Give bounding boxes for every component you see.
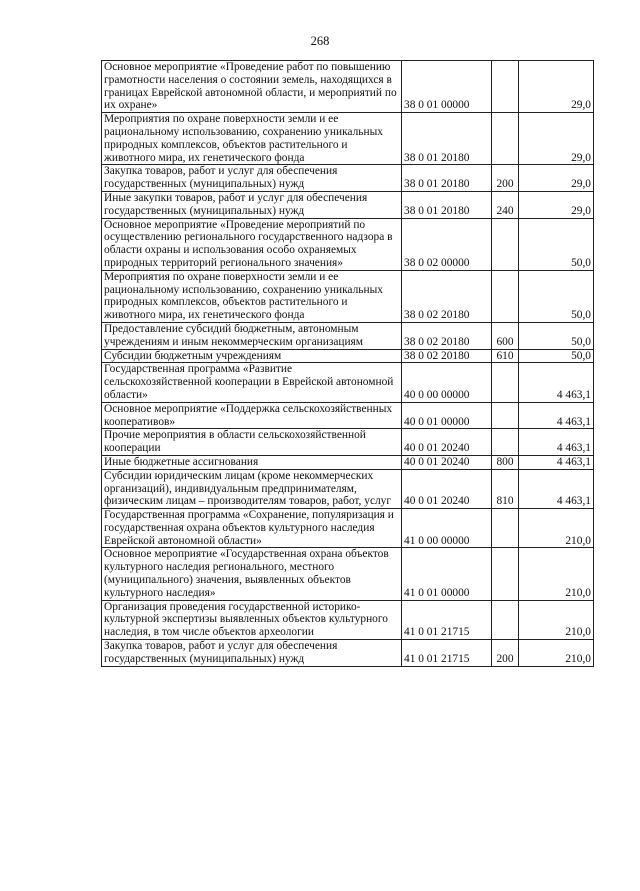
expense-type-code <box>492 600 519 639</box>
target-article-code: 41 0 01 00000 <box>402 548 492 600</box>
target-article-code: 38 0 02 20180 <box>402 349 492 363</box>
table-row <box>102 113 594 165</box>
expense-type-code <box>492 218 519 270</box>
table-row <box>102 469 594 508</box>
item-name: Основное мероприятие «Проведение работ по повышению грамотности населения о состоянии земель, находящихся в границах Еврейской автономной области, и мероприятий по их охране» <box>102 61 402 113</box>
table-row <box>102 455 594 469</box>
expense-type-code <box>492 113 519 165</box>
table-row <box>102 270 594 322</box>
item-name: Мероприятия по охране поверхности земли и ее рациональному использованию, сохранению уникальных природных комплексов, объектов растительного и животного мира, их генетического фонда <box>102 270 402 322</box>
amount: 4 463,1 <box>519 455 594 469</box>
table-row <box>102 640 594 667</box>
amount: 4 463,1 <box>519 402 594 429</box>
target-article-code: 40 0 01 20240 <box>402 455 492 469</box>
expense-type-code: 800 <box>492 455 519 469</box>
table-row <box>102 349 594 363</box>
expense-type-code: 200 <box>492 165 519 192</box>
expense-type-code <box>492 402 519 429</box>
item-name: Иные закупки товаров, работ и услуг для обеспечения государственных (муниципальных) нужд <box>102 191 402 218</box>
target-article-code: 38 0 02 20180 <box>402 322 492 349</box>
expense-type-code <box>492 548 519 600</box>
table-row <box>102 191 594 218</box>
table-row <box>102 218 594 270</box>
item-name: Предоставление субсидий бюджетным, автономным учреждениям и иным некоммерческим организациям <box>102 322 402 349</box>
item-name: Закупка товаров, работ и услуг для обеспечения государственных (муниципальных) нужд <box>102 165 402 192</box>
amount: 29,0 <box>519 61 594 113</box>
item-name: Основное мероприятие «Государственная охрана объектов культурного наследия регионального, местного (муниципального) значения, выявленных объектов культурного наследия» <box>102 548 402 600</box>
expense-type-code: 200 <box>492 640 519 667</box>
expense-type-code: 810 <box>492 469 519 508</box>
target-article-code: 40 0 00 00000 <box>402 363 492 402</box>
amount: 50,0 <box>519 322 594 349</box>
item-name: Субсидии юридическим лицам (кроме некоммерческих организаций), индивидуальным предпринимателям, физическим лицам – производителям товаров, работ, услуг <box>102 469 402 508</box>
table-row <box>102 509 594 548</box>
amount: 210,0 <box>519 509 594 548</box>
page-number: 268 <box>310 34 330 48</box>
expense-type-code <box>492 61 519 113</box>
item-name: Субсидии бюджетным учреждениям <box>102 349 402 363</box>
expense-type-code <box>492 270 519 322</box>
target-article-code: 38 0 01 00000 <box>402 61 492 113</box>
budget-table <box>101 60 594 667</box>
item-name: Государственная программа «Сохранение, популяризация и государственная охрана объектов культурного наследия Еврейской автономной области» <box>102 509 402 548</box>
target-article-code: 40 0 01 20240 <box>402 429 492 456</box>
amount: 29,0 <box>519 113 594 165</box>
item-name: Закупка товаров, работ и услуг для обеспечения государственных (муниципальных) нужд <box>102 640 402 667</box>
expense-type-code: 240 <box>492 191 519 218</box>
expense-type-code <box>492 509 519 548</box>
item-name: Основное мероприятие «Проведение мероприятий по осуществлению регионального государственного надзора в области охраны и использования особо охраняемых природных территорий регионального значения» <box>102 218 402 270</box>
amount: 50,0 <box>519 270 594 322</box>
amount: 4 463,1 <box>519 429 594 456</box>
target-article-code: 41 0 01 21715 <box>402 600 492 639</box>
target-article-code: 38 0 02 00000 <box>402 218 492 270</box>
expense-type-code <box>492 429 519 456</box>
expense-type-code: 610 <box>492 349 519 363</box>
table-row <box>102 402 594 429</box>
amount: 210,0 <box>519 640 594 667</box>
item-name: Государственная программа «Развитие сельскохозяйственной кооперации в Еврейской автономной области» <box>102 363 402 402</box>
amount: 29,0 <box>519 191 594 218</box>
expense-type-code: 600 <box>492 322 519 349</box>
amount: 29,0 <box>519 165 594 192</box>
target-article-code: 38 0 02 20180 <box>402 270 492 322</box>
table-row <box>102 165 594 192</box>
amount: 4 463,1 <box>519 363 594 402</box>
table-row <box>102 429 594 456</box>
table-row <box>102 322 594 349</box>
amount: 210,0 <box>519 548 594 600</box>
item-name: Иные бюджетные ассигнования <box>102 455 402 469</box>
target-article-code: 38 0 01 20180 <box>402 113 492 165</box>
target-article-code: 41 0 00 00000 <box>402 509 492 548</box>
table-row <box>102 61 594 113</box>
item-name: Основное мероприятие «Поддержка сельскохозяйственных кооперативов» <box>102 402 402 429</box>
target-article-code: 38 0 01 20180 <box>402 191 492 218</box>
target-article-code: 38 0 01 20180 <box>402 165 492 192</box>
table-row <box>102 363 594 402</box>
item-name: Мероприятия по охране поверхности земли и ее рациональному использованию, сохранению уникальных природных комплексов, объектов растительного и животного мира, их генетического фонда <box>102 113 402 165</box>
target-article-code: 41 0 01 21715 <box>402 640 492 667</box>
item-name: Организация проведения государственной историко-культурной экспертизы выявленных объектов культурного наследия, в том числе объектов археологии <box>102 600 402 639</box>
amount: 50,0 <box>519 218 594 270</box>
table-row <box>102 548 594 600</box>
target-article-code: 40 0 01 00000 <box>402 402 492 429</box>
item-name: Прочие мероприятия в области сельскохозяйственной кооперации <box>102 429 402 456</box>
target-article-code: 40 0 01 20240 <box>402 469 492 508</box>
table-row <box>102 600 594 639</box>
amount: 210,0 <box>519 600 594 639</box>
amount: 4 463,1 <box>519 469 594 508</box>
amount: 50,0 <box>519 349 594 363</box>
expense-type-code <box>492 363 519 402</box>
